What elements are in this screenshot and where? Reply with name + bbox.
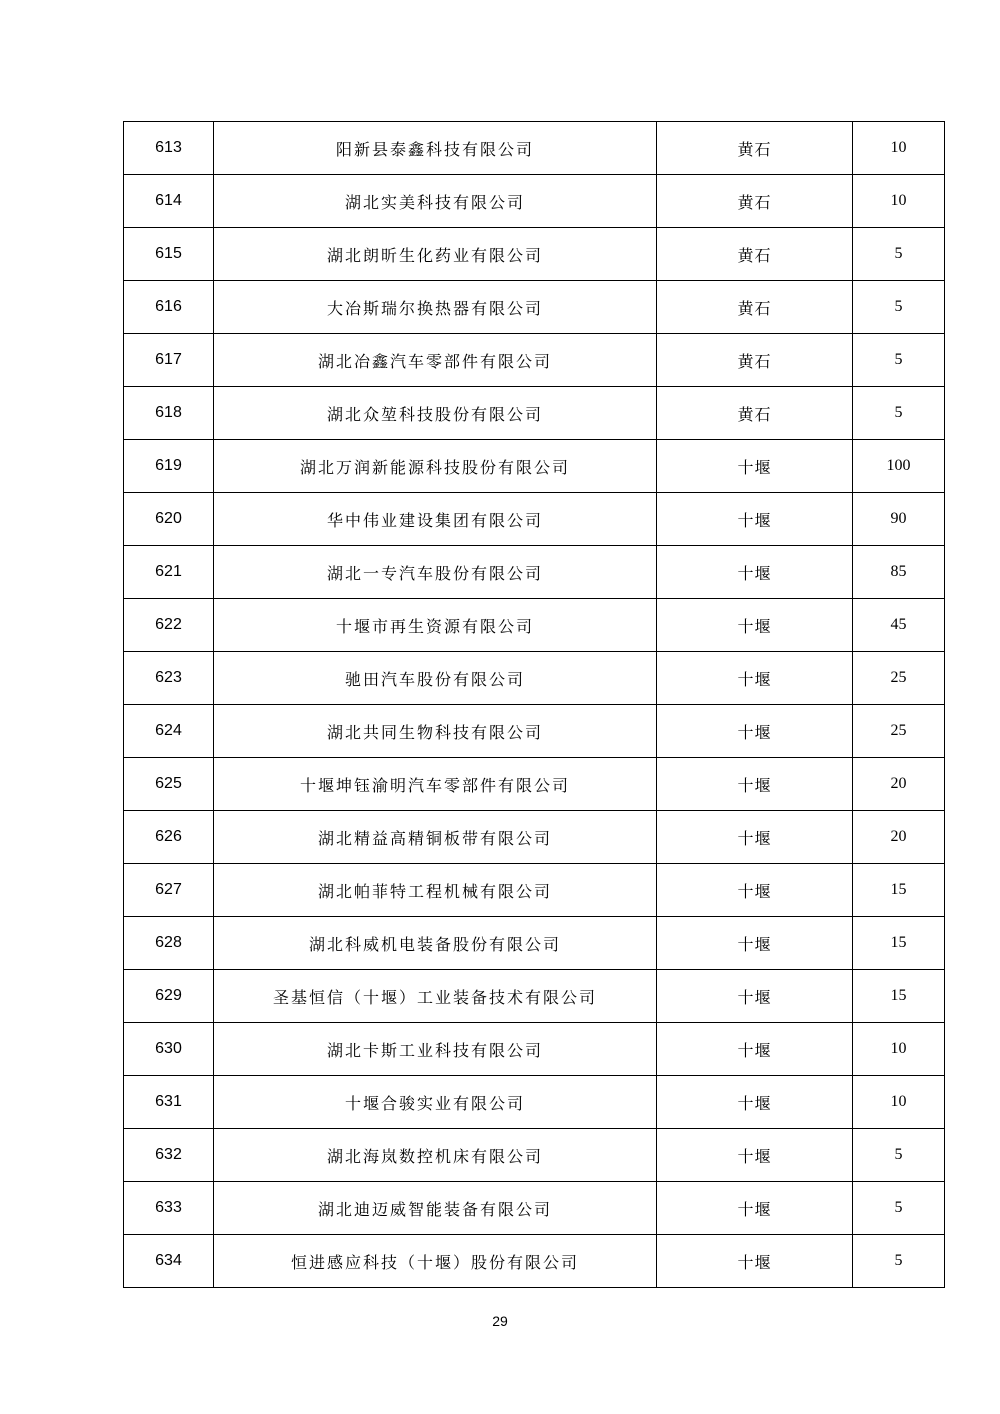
- value-cell: 90: [853, 493, 945, 546]
- table-row: [124, 440, 945, 493]
- row-number-cell: 617: [124, 334, 214, 387]
- table-row: [124, 281, 945, 334]
- company-name-cell: 湖北冶鑫汽车零部件有限公司: [214, 334, 657, 387]
- value-cell: 25: [853, 652, 945, 705]
- city-cell: 十堰: [657, 1182, 853, 1235]
- city-cell: 十堰: [657, 864, 853, 917]
- company-name-cell: 湖北共同生物科技有限公司: [214, 705, 657, 758]
- city-cell: 十堰: [657, 758, 853, 811]
- row-number-cell: 620: [124, 493, 214, 546]
- company-name-cell: 驰田汽车股份有限公司: [214, 652, 657, 705]
- row-number-cell: 619: [124, 440, 214, 493]
- table-row: [124, 1182, 945, 1235]
- row-number-cell: 632: [124, 1129, 214, 1182]
- value-cell: 100: [853, 440, 945, 493]
- row-number-cell: 627: [124, 864, 214, 917]
- row-number-cell: 629: [124, 970, 214, 1023]
- table-row: [124, 1076, 945, 1129]
- row-number-cell: 613: [124, 122, 214, 175]
- value-cell: 85: [853, 546, 945, 599]
- row-number-cell: 623: [124, 652, 214, 705]
- city-cell: 黄石: [657, 281, 853, 334]
- page-number: 29: [492, 1313, 508, 1329]
- city-cell: 十堰: [657, 917, 853, 970]
- city-cell: 十堰: [657, 1235, 853, 1288]
- company-name-cell: 恒进感应科技（十堰）股份有限公司: [214, 1235, 657, 1288]
- city-cell: 十堰: [657, 493, 853, 546]
- city-cell: 十堰: [657, 599, 853, 652]
- table-row: [124, 546, 945, 599]
- table-row: [124, 493, 945, 546]
- company-name-cell: 圣基恒信（十堰）工业装备技术有限公司: [214, 970, 657, 1023]
- city-cell: 黄石: [657, 387, 853, 440]
- table-row: [124, 1129, 945, 1182]
- table-row: [124, 758, 945, 811]
- city-cell: 十堰: [657, 1023, 853, 1076]
- table-row: [124, 175, 945, 228]
- table-row: [124, 705, 945, 758]
- value-cell: 10: [853, 175, 945, 228]
- company-name-cell: 湖北实美科技有限公司: [214, 175, 657, 228]
- row-number-cell: 626: [124, 811, 214, 864]
- company-name-cell: 湖北精益高精铜板带有限公司: [214, 811, 657, 864]
- table-row: [124, 387, 945, 440]
- city-cell: 十堰: [657, 546, 853, 599]
- company-name-cell: 湖北海岚数控机床有限公司: [214, 1129, 657, 1182]
- value-cell: 5: [853, 334, 945, 387]
- table-row: [124, 334, 945, 387]
- company-name-cell: 阳新县泰鑫科技有限公司: [214, 122, 657, 175]
- table-row: [124, 599, 945, 652]
- row-number-cell: 618: [124, 387, 214, 440]
- company-name-cell: 湖北一专汽车股份有限公司: [214, 546, 657, 599]
- table-row: [124, 864, 945, 917]
- company-name-cell: 湖北众堃科技股份有限公司: [214, 387, 657, 440]
- value-cell: 5: [853, 1129, 945, 1182]
- value-cell: 5: [853, 387, 945, 440]
- city-cell: 十堰: [657, 440, 853, 493]
- table-body: [124, 122, 945, 1288]
- city-cell: 黄石: [657, 175, 853, 228]
- row-number-cell: 622: [124, 599, 214, 652]
- company-name-cell: 湖北卡斯工业科技有限公司: [214, 1023, 657, 1076]
- row-number-cell: 630: [124, 1023, 214, 1076]
- table-row: [124, 917, 945, 970]
- city-cell: 十堰: [657, 970, 853, 1023]
- table-row: [124, 228, 945, 281]
- city-cell: 十堰: [657, 1076, 853, 1129]
- city-cell: 黄石: [657, 334, 853, 387]
- table-row: [124, 970, 945, 1023]
- value-cell: 25: [853, 705, 945, 758]
- company-name-cell: 十堰合骏实业有限公司: [214, 1076, 657, 1129]
- value-cell: 5: [853, 228, 945, 281]
- company-name-cell: 湖北迪迈威智能装备有限公司: [214, 1182, 657, 1235]
- company-name-cell: 十堰坤钰渝明汽车零部件有限公司: [214, 758, 657, 811]
- table-row: [124, 1023, 945, 1076]
- city-cell: 十堰: [657, 652, 853, 705]
- value-cell: 5: [853, 1182, 945, 1235]
- row-number-cell: 624: [124, 705, 214, 758]
- table-row: [124, 811, 945, 864]
- city-cell: 十堰: [657, 811, 853, 864]
- value-cell: 10: [853, 1023, 945, 1076]
- row-number-cell: 634: [124, 1235, 214, 1288]
- row-number-cell: 614: [124, 175, 214, 228]
- company-name-cell: 湖北万润新能源科技股份有限公司: [214, 440, 657, 493]
- company-name-cell: 华中伟业建设集团有限公司: [214, 493, 657, 546]
- company-table: [123, 121, 945, 1288]
- value-cell: 5: [853, 1235, 945, 1288]
- value-cell: 20: [853, 811, 945, 864]
- table-row: [124, 652, 945, 705]
- city-cell: 黄石: [657, 122, 853, 175]
- value-cell: 45: [853, 599, 945, 652]
- row-number-cell: 631: [124, 1076, 214, 1129]
- value-cell: 10: [853, 1076, 945, 1129]
- row-number-cell: 615: [124, 228, 214, 281]
- city-cell: 十堰: [657, 705, 853, 758]
- company-name-cell: 湖北科威机电装备股份有限公司: [214, 917, 657, 970]
- city-cell: 十堰: [657, 1129, 853, 1182]
- row-number-cell: 628: [124, 917, 214, 970]
- value-cell: 15: [853, 864, 945, 917]
- row-number-cell: 625: [124, 758, 214, 811]
- company-name-cell: 湖北朗昕生化药业有限公司: [214, 228, 657, 281]
- company-name-cell: 十堰市再生资源有限公司: [214, 599, 657, 652]
- value-cell: 5: [853, 281, 945, 334]
- value-cell: 20: [853, 758, 945, 811]
- row-number-cell: 633: [124, 1182, 214, 1235]
- company-name-cell: 湖北帕菲特工程机械有限公司: [214, 864, 657, 917]
- row-number-cell: 616: [124, 281, 214, 334]
- row-number-cell: 621: [124, 546, 214, 599]
- company-name-cell: 大冶斯瑞尔换热器有限公司: [214, 281, 657, 334]
- city-cell: 黄石: [657, 228, 853, 281]
- value-cell: 10: [853, 122, 945, 175]
- table-row: [124, 122, 945, 175]
- table-row: [124, 1235, 945, 1288]
- value-cell: 15: [853, 917, 945, 970]
- value-cell: 15: [853, 970, 945, 1023]
